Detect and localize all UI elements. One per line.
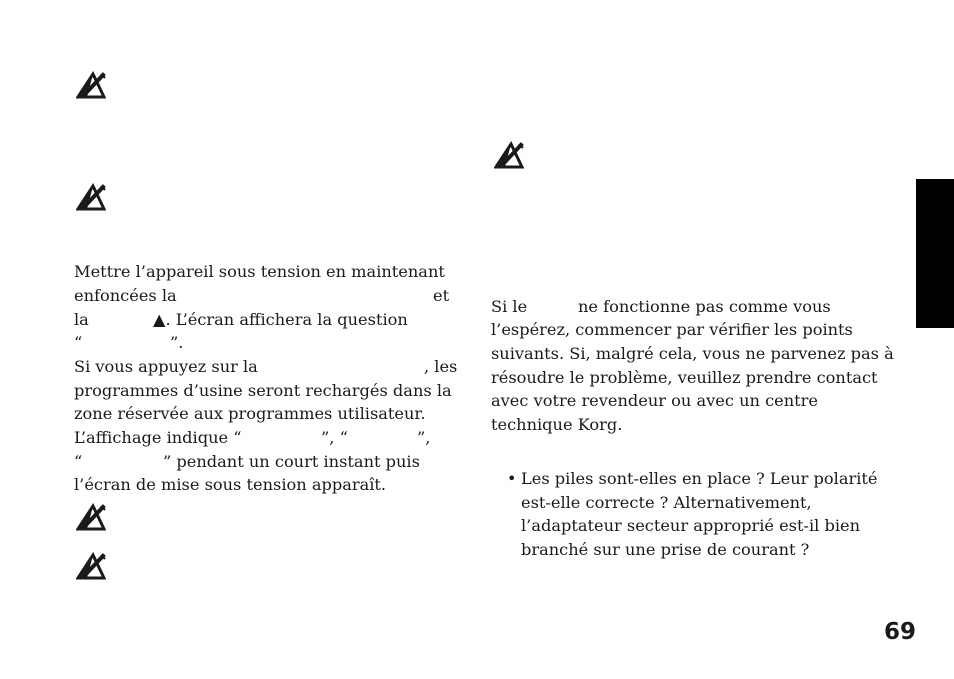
- bullet-text-line: branché sur une prise de courant ?: [521, 540, 810, 559]
- text-line: Si le: [491, 297, 528, 316]
- bullet-marker: •: [507, 469, 517, 488]
- bullet-text-line: l’adaptateur secteur approprié est-il bien: [521, 516, 861, 535]
- text-line: zone réservée aux programmes utilisateur.: [74, 404, 426, 423]
- text-line: ▲. L’écran affichera la question: [153, 310, 408, 329]
- page-number: 69: [884, 619, 917, 645]
- note-icon: [494, 141, 524, 169]
- text-line: technique Korg.: [491, 415, 623, 434]
- text-line: la: [74, 310, 89, 329]
- text-line: ”, “: [321, 428, 348, 447]
- note-icon: [76, 183, 106, 211]
- text-line: programmes d’usine seront rechargés dans la: [74, 381, 452, 400]
- bullet-text-line: Les piles sont-elles en place ? Leur polarité: [521, 469, 878, 488]
- text-line: L’affichage indique “: [74, 428, 242, 447]
- text-line: Mettre l’appareil sous tension en maintenant: [74, 262, 445, 281]
- section-tab: [916, 179, 954, 328]
- text-line: résoudre le problème, veuillez prendre contact: [491, 368, 878, 387]
- text-line: ” pendant un court instant puis: [163, 452, 420, 471]
- text-line: l’écran de mise sous tension apparaît.: [74, 475, 387, 494]
- text-line: , les: [424, 357, 458, 376]
- text-line: “: [74, 333, 83, 352]
- text-line: l’espérez, commencer par vérifier les points: [491, 320, 853, 339]
- text-line: et: [433, 286, 450, 305]
- note-icon: [76, 71, 106, 99]
- text-line: ne fonctionne pas comme vous: [578, 297, 831, 316]
- note-icon: [76, 503, 106, 531]
- text-line: ”,: [417, 428, 431, 447]
- text-line: Si vous appuyez sur la: [74, 357, 258, 376]
- text-line: avec votre revendeur ou avec un centre: [491, 391, 818, 410]
- note-icon: [76, 552, 106, 580]
- text-line: enfoncées la: [74, 286, 177, 305]
- text-line: suivants. Si, malgré cela, vous ne parvenez pas à: [491, 344, 894, 363]
- text-line: “: [74, 452, 83, 471]
- bullet-text-line: est-elle correcte ? Alternativement,: [521, 493, 812, 512]
- text-line: ”.: [170, 333, 184, 352]
